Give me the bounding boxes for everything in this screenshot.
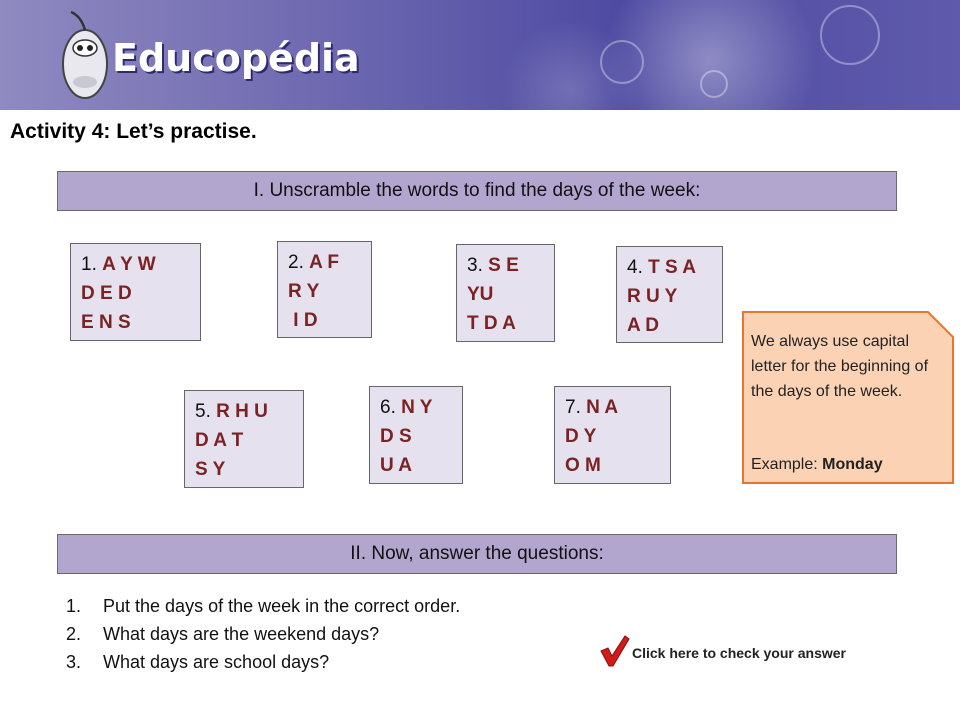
scrambled-letters: YU: [467, 284, 494, 305]
scrambled-letters: A F: [309, 252, 340, 273]
puzzle-number: 7.: [565, 397, 581, 418]
puzzle-box-1: [70, 243, 201, 341]
puzzle-box-7: [554, 386, 671, 484]
scrambled-letters: T D A: [467, 313, 516, 334]
banner-bubble: [700, 70, 728, 98]
header-banner: [0, 0, 960, 110]
scrambled-letters: D A T: [195, 430, 244, 451]
scrambled-letters: D Y: [565, 426, 597, 447]
questions-list: [66, 592, 460, 676]
puzzle-number: 2.: [288, 252, 304, 273]
example-word: Monday: [822, 456, 883, 473]
puzzle-box-4: [616, 246, 723, 343]
activity-title: Activity 4: Let’s practise.: [10, 120, 257, 143]
question-text: Put the days of the week in the correct order.: [103, 596, 461, 616]
scrambled-letters: R H U: [216, 401, 268, 422]
puzzle-box-6: [369, 386, 463, 484]
puzzle-number: 4.: [627, 257, 643, 278]
section-2-instruction: II. Now, answer the questions:: [57, 534, 897, 574]
tip-example: [751, 456, 883, 474]
section-1-instruction: I. Unscramble the words to find the days of the week:: [57, 171, 897, 211]
scrambled-letters: A D: [627, 315, 660, 336]
puzzle-box-5: [184, 390, 304, 488]
banner-bubble: [820, 5, 880, 65]
scrambled-letters: O M: [565, 455, 601, 476]
list-item: [66, 648, 460, 676]
puzzle-number: 1.: [81, 254, 97, 275]
scrambled-letters: T S A: [648, 257, 696, 278]
tip-text: We always use capital letter for the beginning of the days of the week.: [751, 333, 929, 400]
scrambled-letters: D S: [380, 426, 412, 447]
banner-bubble: [600, 40, 644, 84]
scrambled-letters: A Y W: [102, 254, 156, 275]
example-label: Example:: [751, 456, 818, 473]
puzzle-box-3: [456, 244, 555, 342]
capital-letter-tip-note: [742, 311, 954, 484]
question-text: What days are school days?: [103, 652, 330, 672]
scrambled-letters: R Y: [288, 281, 320, 302]
puzzle-number: 3.: [467, 255, 483, 276]
check-answer-button[interactable]: [598, 634, 850, 668]
educopedia-logo: Educopédia: [112, 36, 360, 80]
puzzle-box-2: [277, 241, 372, 338]
scrambled-letters: D E D: [81, 283, 132, 304]
question-number: 3.: [66, 652, 82, 672]
check-answer-label: Click here to check your answer: [632, 645, 846, 661]
mouse-mascot-icon: [55, 8, 115, 104]
scrambled-letters: N Y: [401, 397, 433, 418]
list-item: [66, 592, 460, 620]
question-text: What days are the weekend days?: [103, 624, 380, 644]
scrambled-letters: E N S: [81, 312, 131, 333]
puzzle-number: 5.: [195, 401, 211, 422]
scrambled-letters: S Y: [195, 459, 226, 480]
question-number: 2.: [66, 624, 82, 644]
scrambled-letters: I D: [288, 310, 318, 331]
scrambled-letters: R U Y: [627, 286, 678, 307]
puzzle-number: 6.: [380, 397, 396, 418]
list-item: [66, 620, 460, 648]
scrambled-letters: N A: [586, 397, 619, 418]
scrambled-letters: U A: [380, 455, 413, 476]
question-number: 1.: [66, 596, 82, 616]
scrambled-letters: S E: [488, 255, 519, 276]
checkmark-icon: [598, 634, 632, 668]
